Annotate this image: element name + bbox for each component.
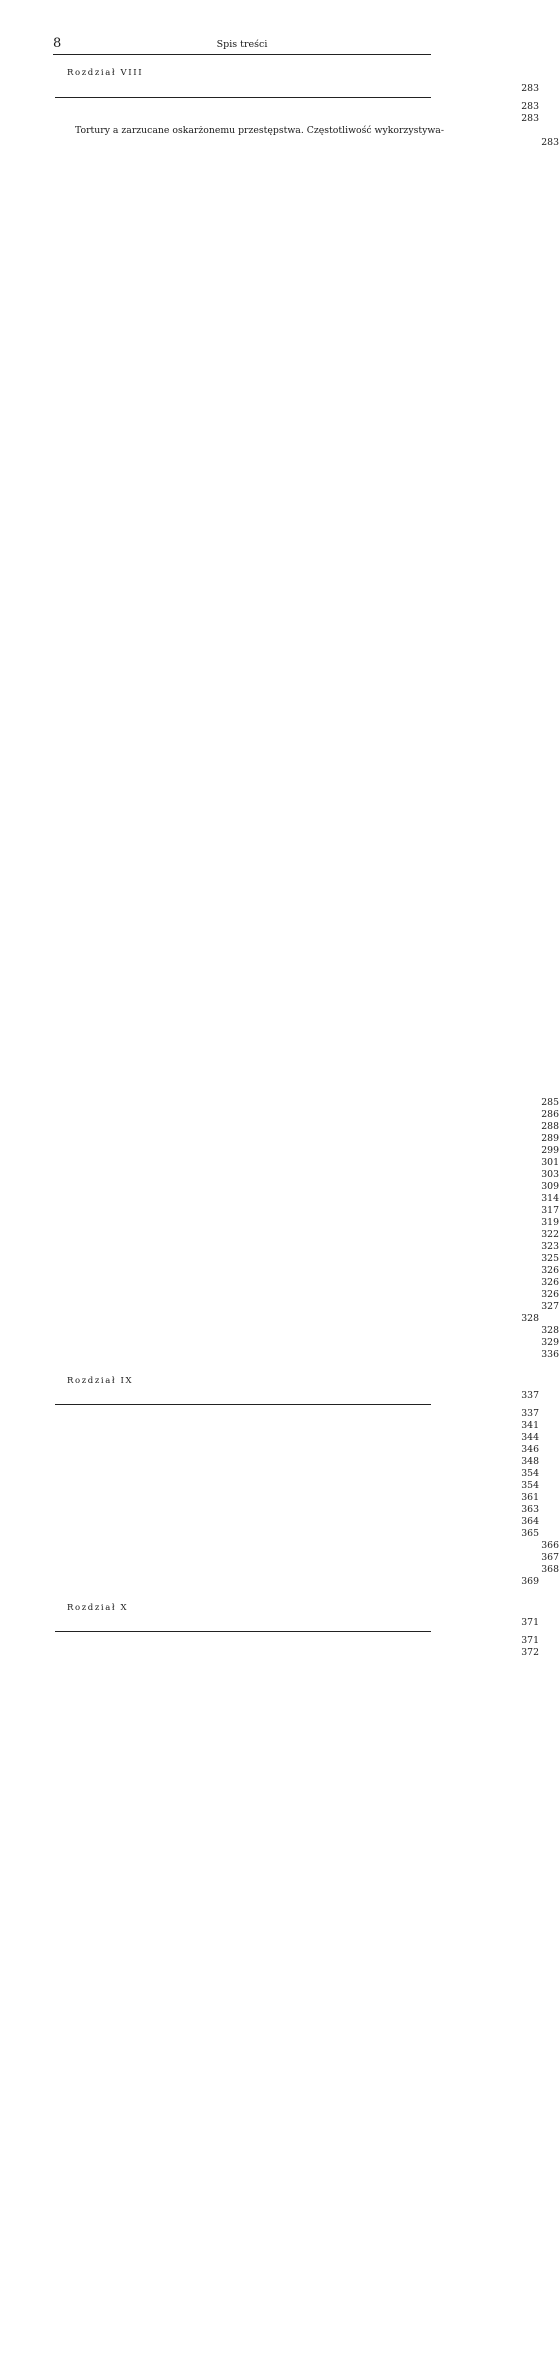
- toc-subentry[interactable]: [55, 1325, 559, 1337]
- entry-page-number: 369: [521, 1576, 539, 1587]
- toc-entry[interactable]: [55, 1408, 539, 1420]
- entry-page-number: 368: [541, 1564, 559, 1575]
- toc-subentry[interactable]: [55, 1193, 559, 1205]
- chapter-page-number: 337: [521, 1390, 539, 1401]
- entry-page-number: 283: [541, 137, 559, 148]
- entry-page-number: 283: [521, 113, 539, 124]
- entry-page-number: 314: [541, 1193, 559, 1204]
- entry-page-number: 336: [541, 1349, 559, 1360]
- toc-subentry[interactable]: [55, 1265, 559, 1277]
- entry-page-number: 326: [541, 1277, 559, 1288]
- chapter-page-number: 283: [521, 83, 539, 94]
- chapter-heading[interactable]: [55, 81, 539, 95]
- toc-entry[interactable]: [55, 1516, 539, 1528]
- entry-page-number: 337: [521, 1408, 539, 1419]
- toc-subentry[interactable]: [55, 1169, 559, 1181]
- toc-subentry[interactable]: [55, 1253, 559, 1265]
- toc-subentry[interactable]: [55, 1277, 559, 1289]
- entry-page-number: 319: [541, 1217, 559, 1228]
- toc-entry[interactable]: [55, 1456, 539, 1468]
- toc-subentry[interactable]: [55, 1157, 559, 1169]
- toc-subentry[interactable]: [55, 1229, 559, 1241]
- entry-page-number: 341: [521, 1420, 539, 1431]
- toc-subentry[interactable]: [55, 1301, 559, 1313]
- entry-page-number: 325: [541, 1253, 559, 1264]
- entry-page-number: 366: [541, 1540, 559, 1551]
- entry-page-number: 354: [521, 1468, 539, 1479]
- toc-subentry[interactable]: [55, 1181, 559, 1193]
- entry-page-number: 328: [541, 1325, 559, 1336]
- entry-page-number: 354: [521, 1480, 539, 1491]
- toc-subentry[interactable]: [55, 1540, 559, 1552]
- toc-subentry[interactable]: [55, 1097, 559, 1109]
- entry-page-number: 348: [521, 1456, 539, 1467]
- entry-page-number: 346: [521, 1444, 539, 1455]
- chapter-heading[interactable]: [55, 1615, 539, 1629]
- toc-subentry[interactable]: [55, 1241, 559, 1253]
- entry-page-number: 303: [541, 1169, 559, 1180]
- running-title: Spis treści: [216, 39, 268, 50]
- entry-page-number: 289: [541, 1133, 559, 1144]
- entry-page-number: 364: [521, 1516, 539, 1527]
- toc-entry[interactable]: [55, 1504, 539, 1516]
- toc-entry[interactable]: [55, 113, 539, 125]
- toc-subentry[interactable]: [55, 1133, 559, 1145]
- toc-entry[interactable]: [55, 1492, 539, 1504]
- toc-subentry[interactable]: [55, 1289, 559, 1301]
- entry-page-number: 344: [521, 1432, 539, 1443]
- entry-page-number: 286: [541, 1109, 559, 1120]
- toc-subentry[interactable]: [55, 1552, 559, 1564]
- header-rule: [53, 54, 431, 55]
- chapter-block: [55, 1375, 559, 1588]
- entry-page-number: 365: [521, 1528, 539, 1539]
- toc-entry[interactable]: [55, 101, 539, 113]
- entry-page-number: 371: [521, 1635, 539, 1646]
- toc-entry[interactable]: [55, 1420, 539, 1432]
- entry-page-number: 317: [541, 1205, 559, 1216]
- table-of-contents: [55, 67, 559, 1659]
- toc-entry[interactable]: [55, 1480, 539, 1492]
- page-header: [53, 38, 431, 52]
- toc-subentry[interactable]: [55, 1564, 559, 1576]
- chapter-heading[interactable]: [55, 1388, 539, 1402]
- entry-page-number: 327: [541, 1301, 559, 1312]
- entry-page-number: 328: [521, 1313, 539, 1324]
- toc-subentry[interactable]: [55, 1121, 559, 1133]
- chapter-label: Rozdział IX: [67, 1376, 134, 1386]
- toc-subentry[interactable]: [55, 1145, 559, 1157]
- entry-page-number: 361: [521, 1492, 539, 1503]
- chapter-label: Rozdział VIII: [67, 68, 144, 78]
- entry-page-number: 322: [541, 1229, 559, 1240]
- entry-page-number: 323: [541, 1241, 559, 1252]
- entry-page-number: 285: [541, 1097, 559, 1108]
- entry-page-number: 329: [541, 1337, 559, 1348]
- chapter-page-number: 371: [521, 1617, 539, 1628]
- toc-entry[interactable]: [55, 1635, 539, 1647]
- toc-subentry[interactable]: [55, 1349, 559, 1361]
- toc-entry[interactable]: [55, 1528, 539, 1540]
- entry-title-line1: Tortury a zarzucane oskarżonemu przestępstwa. Częstotliwość wykorzystywa-: [75, 125, 444, 136]
- entry-page-number: 299: [541, 1145, 559, 1156]
- toc-subentry[interactable]: [55, 1109, 559, 1121]
- chapter-block: [55, 67, 559, 1361]
- toc-entry[interactable]: [55, 1313, 539, 1325]
- entry-page-number: 326: [541, 1265, 559, 1276]
- toc-subentry[interactable]: [55, 1205, 559, 1217]
- page-number: 8: [53, 36, 62, 51]
- toc-entry[interactable]: [55, 1468, 539, 1480]
- toc-entry[interactable]: [55, 1647, 539, 1659]
- toc-subentry[interactable]: [55, 1337, 559, 1349]
- toc-subentry[interactable]: [55, 125, 559, 1097]
- entry-page-number: 367: [541, 1552, 559, 1563]
- toc-subentry[interactable]: [55, 1217, 559, 1229]
- toc-entry[interactable]: [55, 1444, 539, 1456]
- toc-entry[interactable]: [55, 1432, 539, 1444]
- entry-page-number: 301: [541, 1157, 559, 1168]
- entry-page-number: 309: [541, 1181, 559, 1192]
- entry-page-number: 372: [521, 1647, 539, 1658]
- toc-entry[interactable]: [55, 1576, 539, 1588]
- entry-title-line2-wrap: [75, 137, 559, 1097]
- entry-page-number: 283: [521, 101, 539, 112]
- entry-page-number: 326: [541, 1289, 559, 1300]
- chapter-label: Rozdział X: [67, 1603, 129, 1613]
- entry-page-number: 288: [541, 1121, 559, 1132]
- entry-page-number: 363: [521, 1504, 539, 1515]
